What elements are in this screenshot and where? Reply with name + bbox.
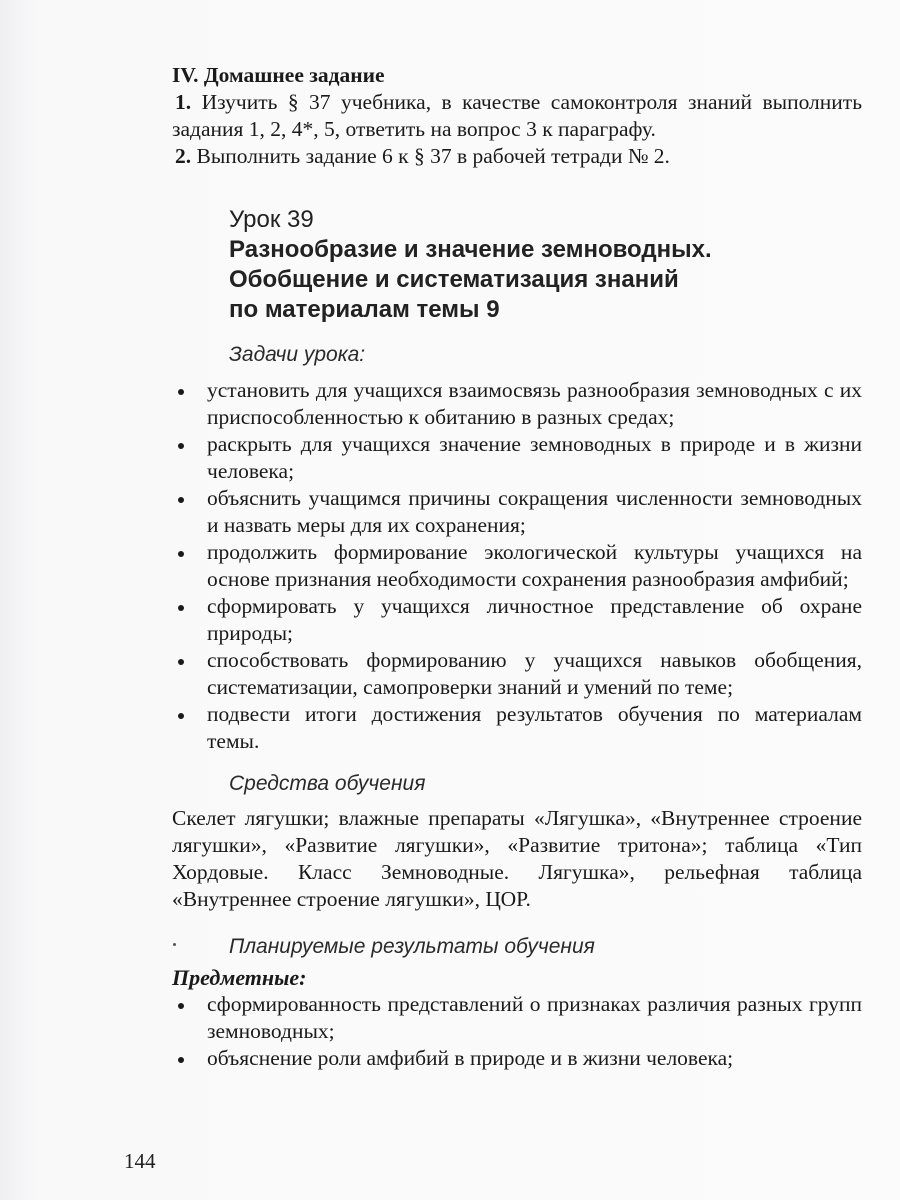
planned-results-heading-text: Планируемые результаты обучения [229,935,595,958]
homework-section [172,62,862,170]
list-item: установить для учащихся взаимосвязь разнообразия земноводных с их приспособленностью к обитанию в разных средах; [172,377,862,431]
lesson-heading [229,205,862,325]
means-paragraph: Скелет лягушки; влажные препараты «Лягушка», «Внутреннее строение лягушки», «Развитие лягушки», «Развитие тритона»; таблица «Тип Хордовые. Класс Земноводные. Лягушка», рельефная таблица «Внутреннее строение лягушки», ЦОР. [172,806,862,911]
planned-results-list [172,991,862,1072]
homework-item-number: 1. [175,90,192,114]
stray-dot [173,943,176,946]
lesson-number: Урок 39 [229,206,314,233]
homework-item-text: Изучить § 37 учебника, в качестве самоконтроля знаний выполнить задания 1, 2, 4*, 5, ответить на вопрос 3 к параграфу. [172,90,863,141]
list-item: продолжить формирование экологической культуры учащихся на основе признания необходимости сохранения разнообразия амфибий; [172,539,862,593]
tasks-list [172,377,862,755]
homework-item [172,89,862,143]
subject-results-heading: Предметные: [172,965,307,990]
page-content [172,62,862,1072]
lesson-title-line: Разнообразие и значение земноводных. [229,236,712,263]
list-item: объяснение роли амфибий в природе и в жизни человека; [172,1045,862,1072]
list-item: сформировать у учащихся личностное представление об охране природы; [172,593,862,647]
means-heading: Средства обучения [229,772,426,795]
list-item: подвести итоги достижения результатов обучения по материалам темы. [172,701,862,755]
list-item: объяснить учащимся причины сокращения численности земноводных и назвать меры для их сохранения; [172,485,862,539]
homework-title: IV. Домашнее задание [172,63,385,87]
lesson-title-line: Обобщение и систематизация знаний [229,266,679,293]
homework-item-number: 2. [175,144,192,168]
page-number: 144 [124,1149,156,1173]
lesson-title-line: по материалам темы 9 [229,296,500,323]
list-item: сформированность представлений о признаках различия разных групп земноводных; [172,991,862,1045]
planned-results-heading [229,933,862,960]
list-item: способствовать формированию у учащихся навыков обобщения, систематизации, самопроверки знаний и умений по теме; [172,647,862,701]
tasks-heading: Задачи урока: [229,343,366,366]
homework-item-text: Выполнить задание 6 к § 37 в рабочей тетради № 2. [196,144,670,168]
list-item: раскрыть для учащихся значение земноводных в природе и в жизни человека; [172,431,862,485]
homework-item [172,143,862,170]
